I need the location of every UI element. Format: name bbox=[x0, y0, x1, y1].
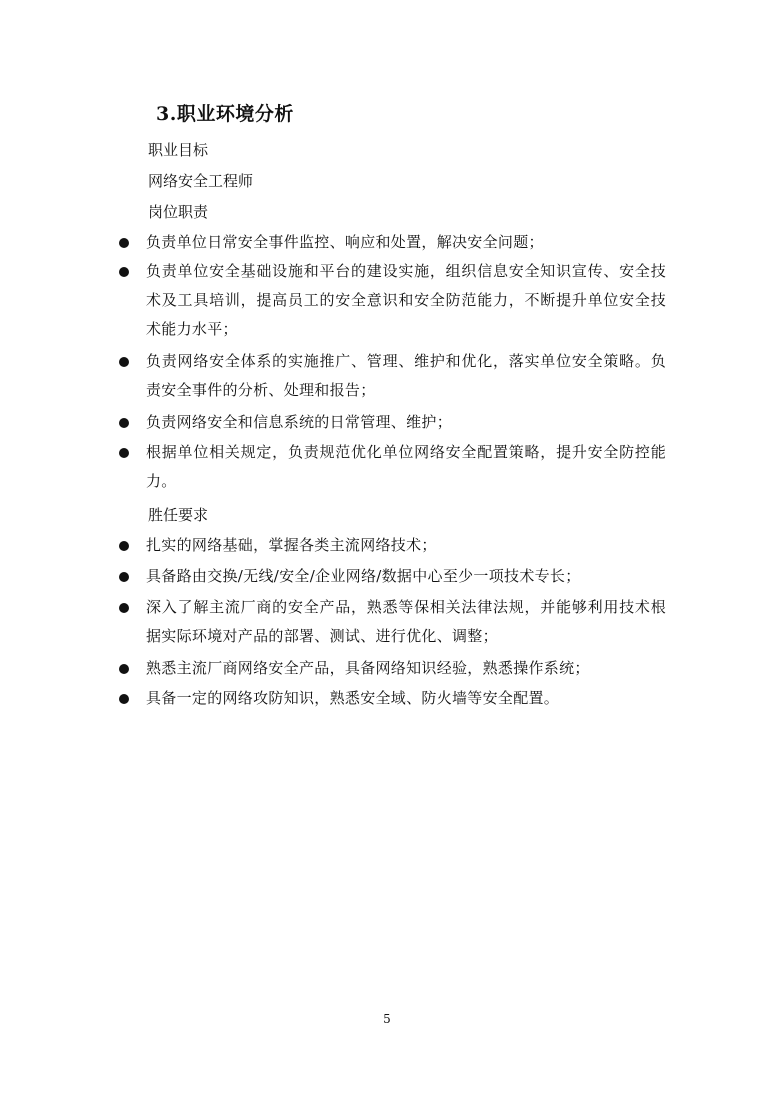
duty-item-4: 负责网络安全和信息系统的日常管理、维护； bbox=[146, 413, 453, 431]
bullet-dot-icon bbox=[119, 694, 129, 704]
requirement-item-3: 深入了解主流厂商的安全产品，熟悉等保相关法律法规，并能够利用技术根据实际环境对产品的部署、测试、进行优化、调整； bbox=[146, 598, 666, 645]
requirements-label: 胜任要求 bbox=[148, 506, 209, 524]
requirement-item-1: 扎实的网络基础，掌握各类主流网络技术； bbox=[146, 536, 437, 554]
duty-item-5: 根据单位相关规定，负责规范优化单位网络安全配置策略，提升安全防控能力。 bbox=[146, 443, 666, 490]
bullet-dot-icon bbox=[119, 541, 129, 551]
section-heading: 3.职业环境分析 bbox=[156, 103, 294, 125]
bullet-dot-icon bbox=[119, 664, 129, 674]
career-goal-label: 职业目标 bbox=[148, 141, 209, 159]
bullet-dot-icon bbox=[119, 357, 129, 367]
bullet-dot-icon bbox=[119, 603, 129, 613]
career-goal-value: 网络安全工程师 bbox=[148, 172, 254, 190]
bullet-dot-icon bbox=[119, 238, 129, 248]
requirement-item-4: 熟悉主流厂商网络安全产品，具备网络知识经验，熟悉操作系统； bbox=[146, 659, 590, 677]
bullet-dot-icon bbox=[119, 267, 129, 277]
requirement-item-5: 具备一定的网络攻防知识，熟悉安全域、防火墙等安全配置。 bbox=[146, 689, 560, 707]
bullet-dot-icon bbox=[119, 448, 129, 458]
bullet-dot-icon bbox=[119, 572, 129, 582]
page-number: 5 bbox=[383, 1012, 391, 1026]
duties-label: 岗位职责 bbox=[148, 203, 209, 221]
duty-item-3: 负责网络安全体系的实施推广、管理、维护和优化，落实单位安全策略。负责安全事件的分析、处理和报告； bbox=[146, 352, 666, 399]
requirement-item-2: 具备路由交换/无线/安全/企业网络/数据中心至少一项技术专长； bbox=[146, 567, 581, 585]
duty-item-2: 负责单位安全基础设施和平台的建设实施，组织信息安全知识宣传、安全技术及工具培训，提高员工的安全意识和安全防范能力，不断提升单位安全技术能力水平； bbox=[146, 262, 666, 338]
bullet-dot-icon bbox=[119, 418, 129, 428]
duty-item-1: 负责单位日常安全事件监控、响应和处置，解决安全问题； bbox=[146, 233, 544, 251]
